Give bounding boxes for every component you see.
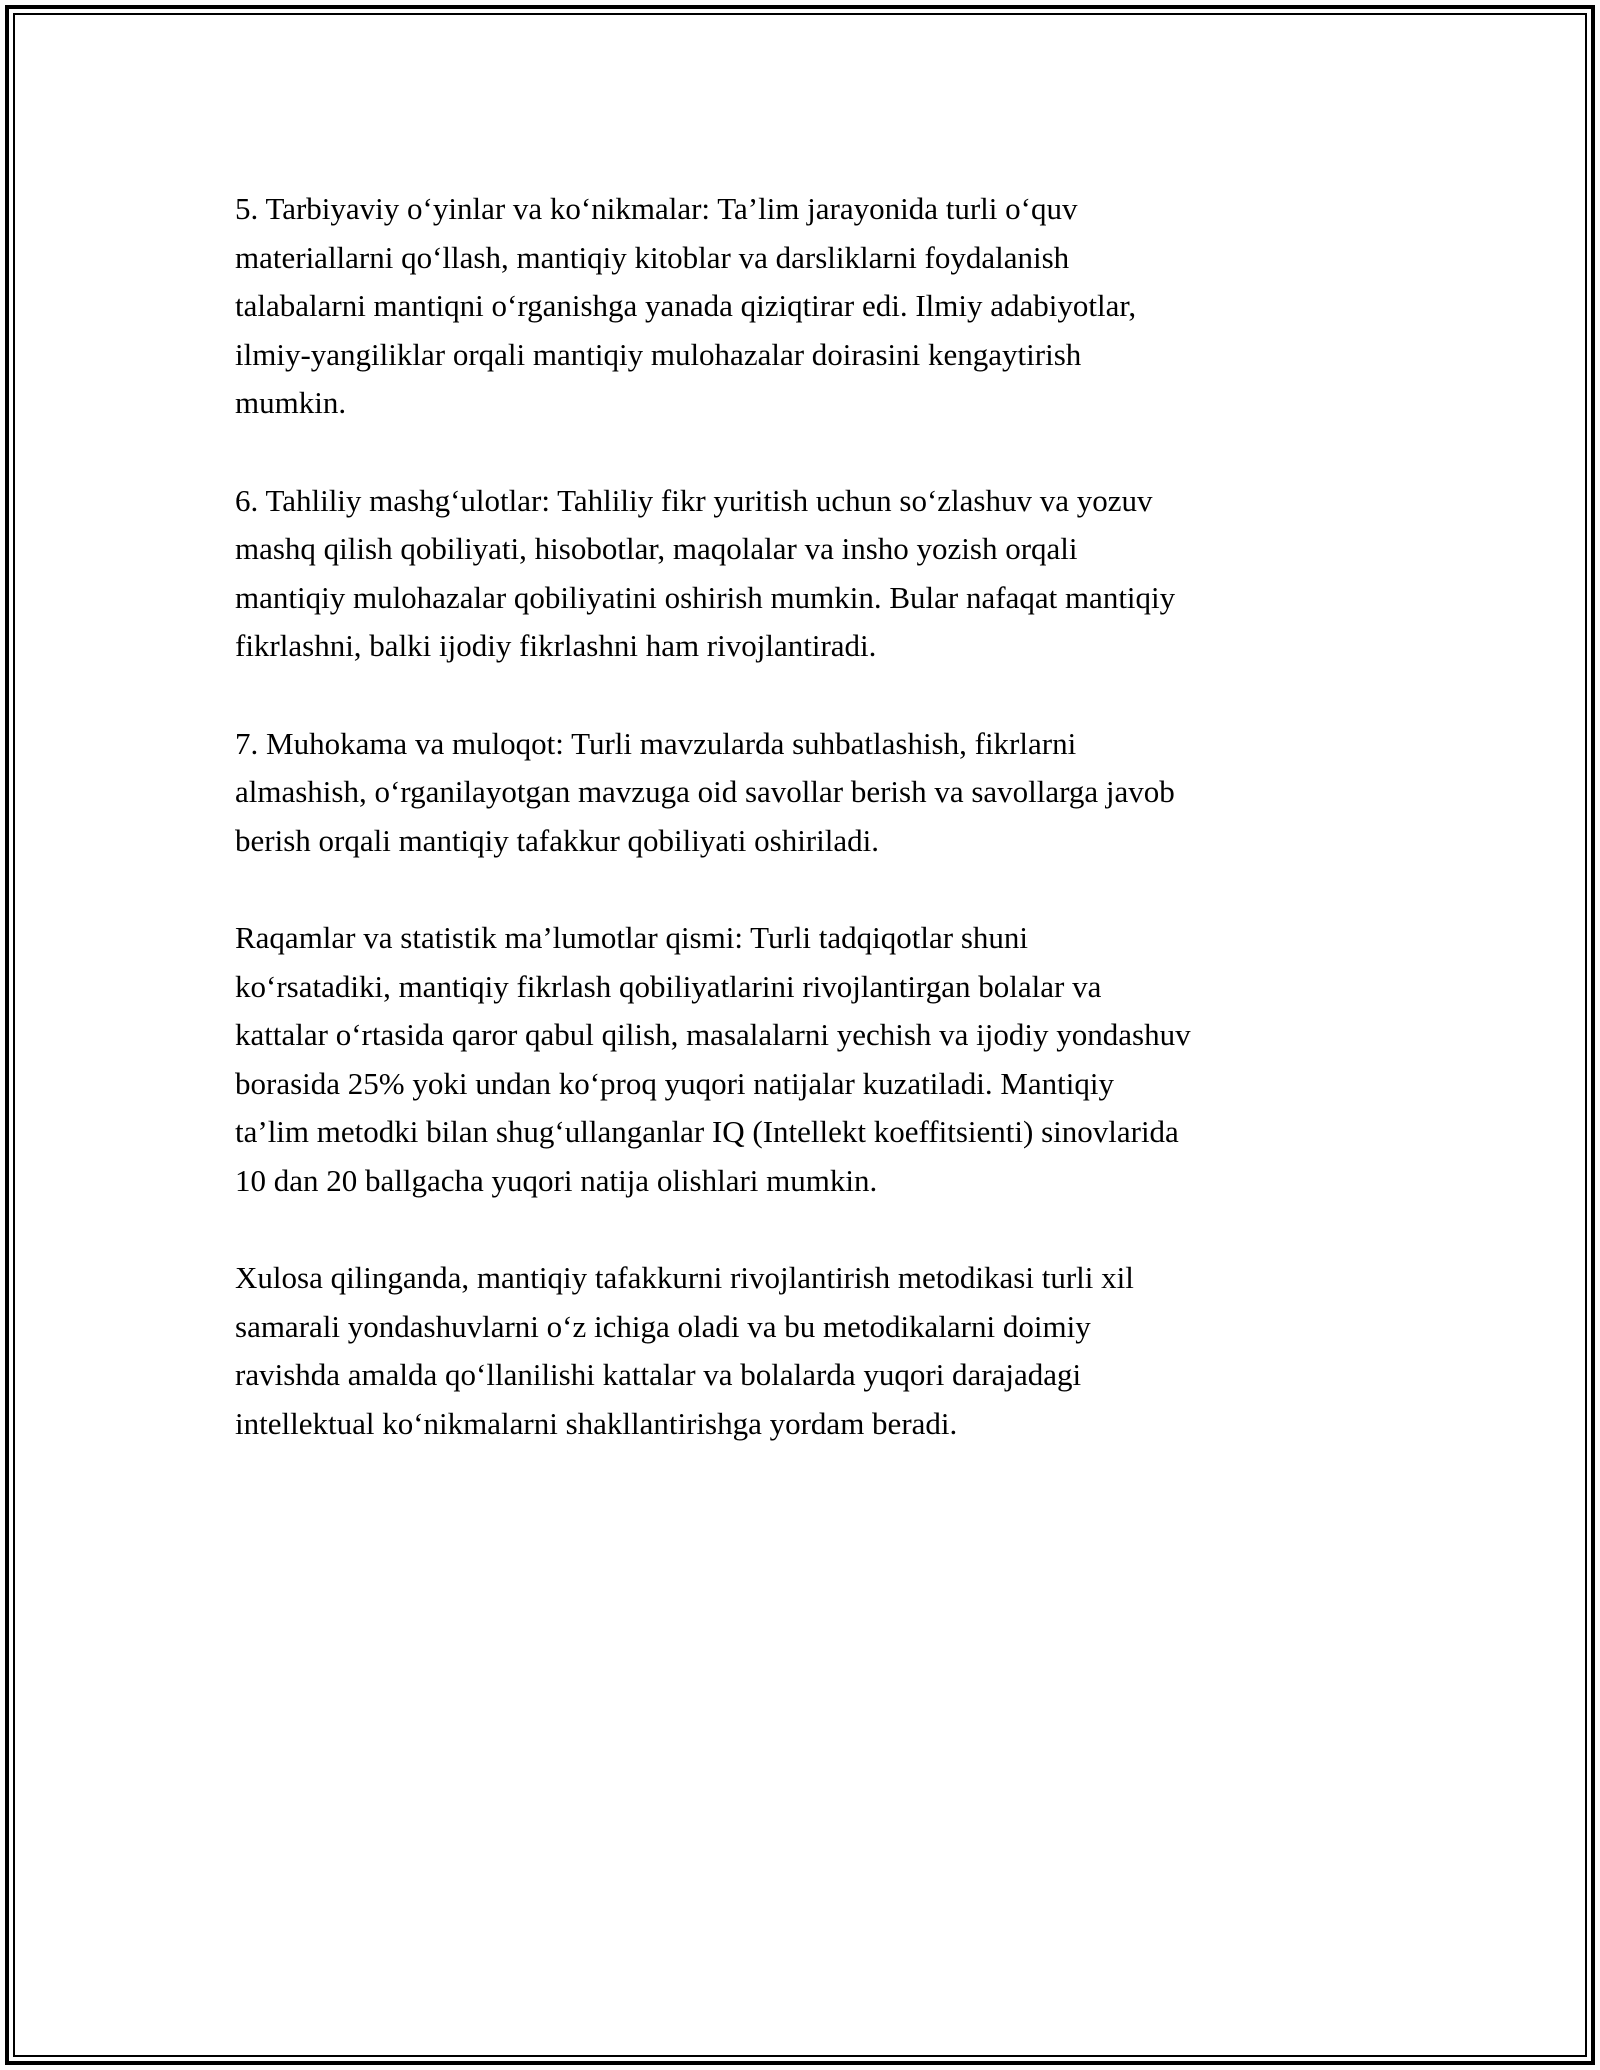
- text-line: ta’lim metodki bilan shug‘ullanganlar IQ (Intellekt koeffitsienti) sinovlarida: [235, 1114, 1179, 1149]
- document-body: [235, 185, 1395, 1497]
- text-line: intellektual ko‘nikmalarni shakllantirishga yordam beradi.: [235, 1405, 958, 1441]
- paragraph-tarbiyaviy-oyinlar: [235, 185, 1395, 428]
- text-line: fikrlashni, balki ijodiy fikrlashni ham rivojlantiradi.: [235, 628, 877, 663]
- text-line: ilmiy-yangiliklar orqali mantiqiy mulohazalar doirasini kengaytirish: [235, 336, 1082, 372]
- text-line: borasida 25% yoki undan ko‘proq yuqori natijalar kuzatiladi. Mantiqiy: [235, 1065, 1114, 1101]
- paragraph-tahliliy-mashgulotlar: [235, 477, 1395, 671]
- text-line: 5. Tarbiyaviy o‘yinlar va ko‘nikmalar: Ta’lim jarayonida turli o‘quv: [235, 191, 1078, 226]
- text-line: Raqamlar va statistik ma’lumotlar qismi: Turli tadqiqotlar shuni: [235, 920, 1029, 955]
- text-line: mashq qilish qobiliyati, hisobotlar, maqolalar va insho yozish orqali: [235, 531, 1078, 566]
- text-line: ko‘rsatadiki, mantiqiy fikrlash qobiliyatlarini rivojlantirgan bolalar va: [235, 968, 1102, 1004]
- text-line: ravishda amalda qo‘llanilishi kattalar va bolalarda yuqori darajadagi: [235, 1357, 1082, 1392]
- text-line: berish orqali mantiqiy tafakkur qobiliyati oshiriladi.: [235, 822, 879, 858]
- text-line: Xulosa qilinganda, mantiqiy tafakkurni rivojlantirish metodikasi turli xil: [235, 1260, 1134, 1295]
- text-line: talabalarni mantiqni o‘rganishga yanada qiziqtirar edi. Ilmiy adabiyotlar,: [235, 288, 1137, 323]
- text-line: almashish, o‘rganilayotgan mavzuga oid savollar berish va savollarga javob: [235, 774, 1175, 809]
- paragraph-raqamlar-statistika: [235, 914, 1395, 1205]
- text-line: samarali yondashuvlarni o‘z ichiga oladi va bu metodikalarni doimiy: [235, 1308, 1091, 1344]
- text-line: 6. Tahliliy mashg‘ulotlar: Tahliliy fikr yuritish uchun so‘zlashuv va yozuv: [235, 482, 1153, 518]
- text-line: 10 dan 20 ballgacha yuqori natija olishlari mumkin.: [235, 1162, 878, 1198]
- paragraph-muhokama-va-muloqot: [235, 720, 1395, 866]
- paragraph-xulosa: [235, 1254, 1395, 1448]
- text-line: 7. Muhokama va muloqot: Turli mavzularda suhbatlashish, fikrlarni: [235, 725, 1077, 761]
- text-line: mantiqiy mulohazalar qobiliyatini oshirish mumkin. Bular nafaqat mantiqiy: [235, 579, 1176, 615]
- text-line: kattalar o‘rtasida qaror qabul qilish, masalalarni yechish va ijodiy yondashuv: [235, 1017, 1191, 1052]
- text-line: materiallarni qo‘llash, mantiqiy kitoblar va darsliklarni foydalanish: [235, 239, 1070, 275]
- text-line: mumkin.: [235, 385, 347, 420]
